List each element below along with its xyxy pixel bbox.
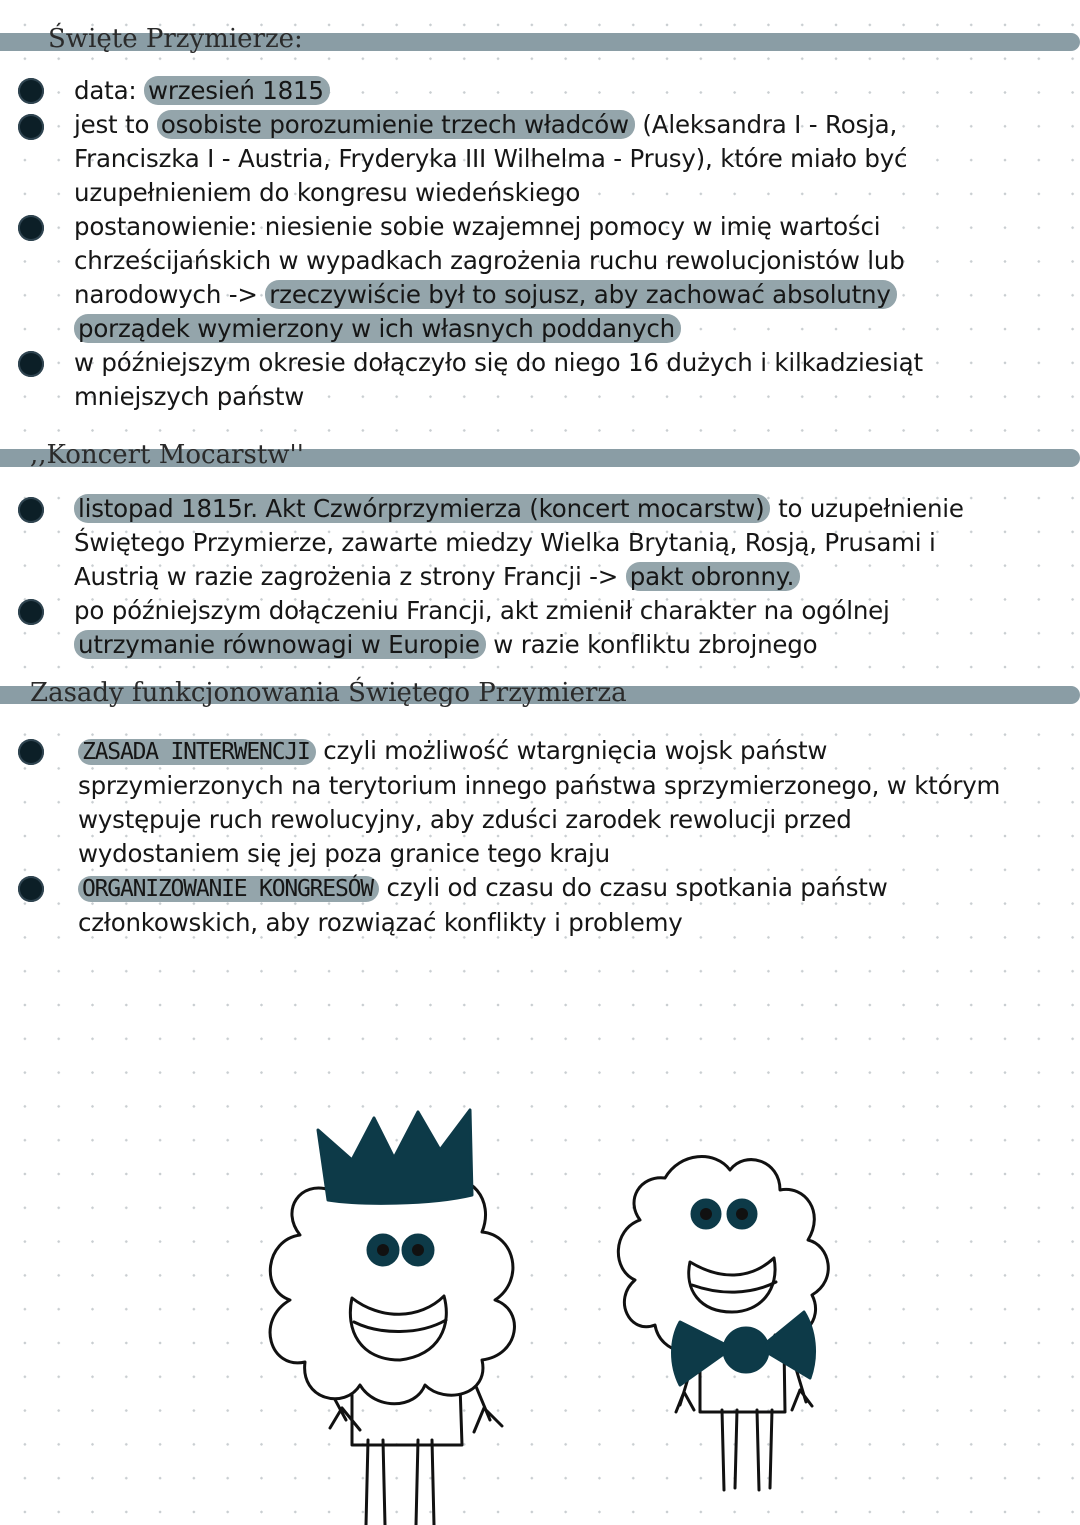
text-run: to uzupełnienie Świętego Przymierze, zawarte miedzy Wielka Brytanią, Rosją, Prusami i Austrią w razie zagrożenia z strony Francji ->: [74, 494, 964, 591]
text-run: w późniejszym okresie dołączyło się do niego 16 dużych i kilkadziesiąt mniejszych państw: [74, 348, 923, 411]
highlighted-text: wrzesień 1815: [144, 76, 330, 105]
highlighted-text: pakt obronny.: [626, 562, 800, 591]
text-run: w razie konfliktu zbrojnego: [485, 630, 818, 659]
section-heading-1: Święte Przymierze:: [48, 24, 303, 54]
text-run: data:: [74, 76, 145, 105]
highlighted-text: listopad 1815r. Akt Czwórprzymierza (koncert mocarstw): [74, 494, 770, 523]
highlighted-text: utrzymanie równowagi w Europie: [74, 630, 486, 659]
text-run: czyli od czasu do czasu spotkania państw członkowskich, aby rozwiązać konflikty i problemy: [78, 873, 888, 937]
text-run: po późniejszym dołączeniu Francji, akt zmienił charakter na ogólnej: [74, 596, 890, 625]
bowtie-character-icon: [618, 1157, 828, 1490]
section-heading-2: ,,Koncert Mocarstw'': [30, 440, 304, 470]
text-run: postanowienie: niesienie sobie wzajemnej pomocy w imię wartości chrześcijańskich w wypadkach zagrożenia ruchu rewolucjonistów lub narodowych ->: [74, 212, 905, 309]
section-heading-3: Zasady funkcjonowania Świętego Przymierza: [30, 678, 627, 708]
king-character-icon: [270, 1110, 514, 1525]
text-run: jest to: [74, 110, 157, 139]
highlighted-text: ORGANIZOWANIE KONGRESÓW: [78, 876, 379, 902]
text-run: (Aleksandra I - Rosja, Franciszka I - Austria, Fryderyka III Wilhelma - Prusy), które miało być uzupełnieniem do kongresu wiedeńskiego: [74, 110, 908, 207]
highlighted-text: rzeczywiście był to sojusz, aby zachować absolutny porządek wymierzony w ich własnych poddanych: [74, 280, 897, 343]
text-run: czyli możliwość wtargnięcia wojsk państw sprzymierzonych na terytorium innego państwa sprzymierzonego, w którym występuje ruch rewolucyjny, aby zduści zarodek rewolucji przed wydostaniem się jej poza granice tego kraju: [78, 736, 1001, 868]
highlighted-text: ZASADA INTERWENCJI: [78, 739, 316, 765]
highlighted-text: osobiste porozumienie trzech władców: [157, 110, 635, 139]
